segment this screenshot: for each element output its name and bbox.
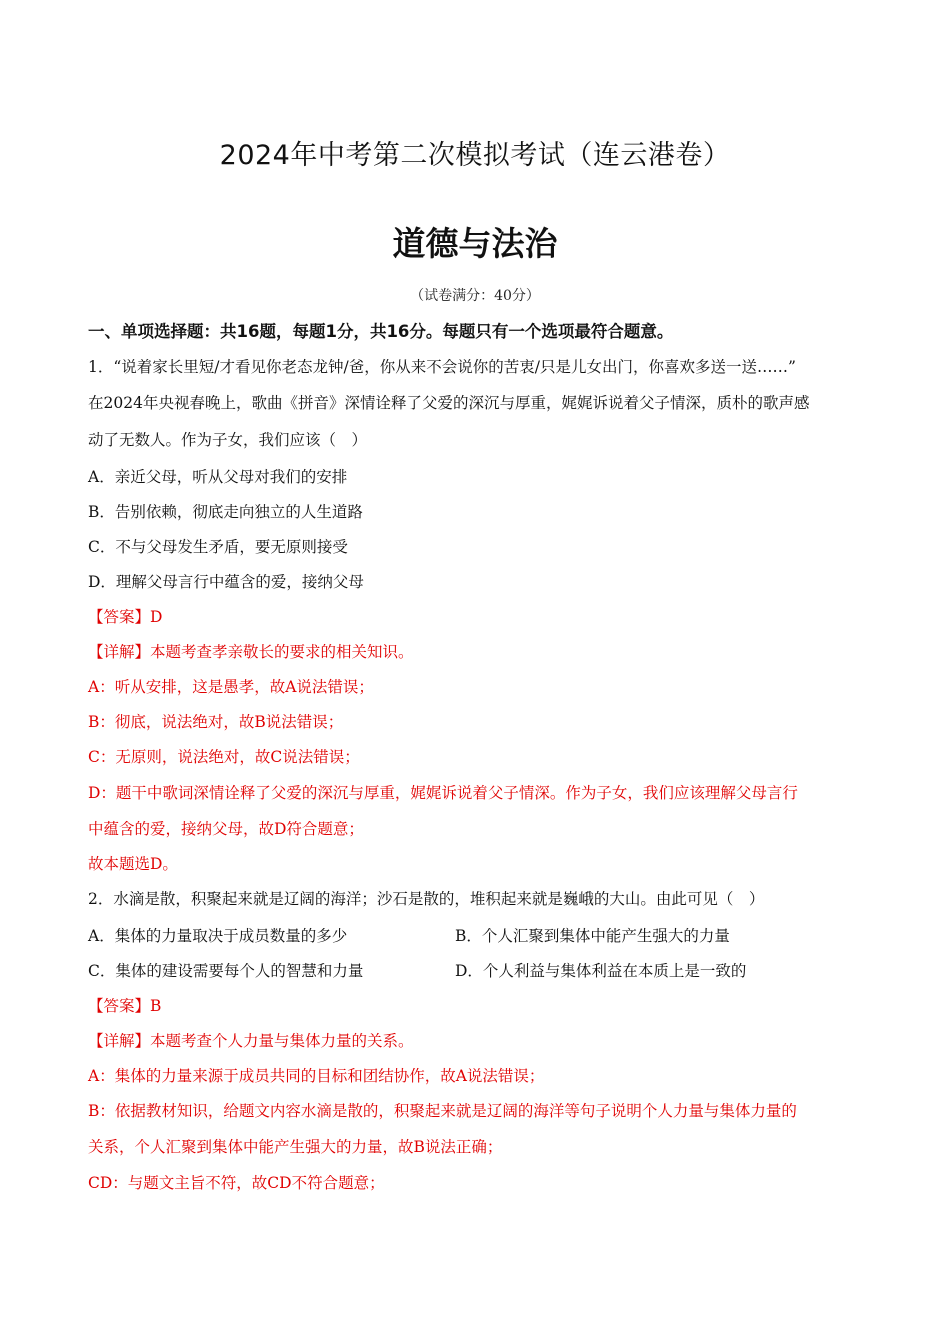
score-note: （试卷满分：40分） — [410, 288, 540, 304]
q2-answer: 【答案】B — [88, 997, 162, 1015]
q1-option-a: A．亲近父母，听从父母对我们的安排 — [88, 468, 348, 486]
q2-explanation-cd: CD：与题文主旨不符，故CD不符合题意； — [88, 1174, 385, 1192]
q2-option-c: C．集体的建设需要每个人的智慧和力量 — [88, 962, 364, 980]
section-heading: 一、单项选择题：共16题，每题1分，共16分。每题只有一个选项最符合题意。 — [88, 322, 674, 341]
q2-option-d: D．个人利益与集体利益在本质上是一致的 — [455, 962, 747, 980]
q2-stem: 2．水滴是散，积聚起来就是辽阔的海洋；沙石是散的，堆积起来就是巍峨的大山。由此可见（ ） — [88, 890, 765, 908]
exam-title: 2024年中考第二次模拟考试（连云港卷） — [219, 140, 731, 171]
q2-explanation-b-line2: 关系，个人汇聚到集体中能产生强大的力量，故B说法正确； — [88, 1138, 503, 1156]
q2-explanation-b-line1: B：依据教材知识，给题文内容水滴是散的，积聚起来就是辽阔的海洋等句子说明个人力量与集体力量的 — [88, 1102, 797, 1120]
q2-explanation-a: A：集体的力量来源于成员共同的目标和团结协作，故A说法错误； — [88, 1067, 545, 1085]
q1-explanation-d-line2: 中蕴含的爱，接纳父母，故D符合题意； — [88, 820, 364, 838]
q1-option-d: D．理解父母言行中蕴含的爱，接纳父母 — [88, 573, 364, 591]
q1-conclusion: 故本题选D。 — [88, 855, 178, 873]
q1-detail: 【详解】本题考查孝亲敬长的要求的相关知识。 — [88, 643, 414, 661]
q1-explanation-b: B：彻底，说法绝对，故B说法错误； — [88, 713, 344, 731]
q2-option-a: A．集体的力量取决于成员数量的多少 — [88, 927, 348, 945]
q1-stem-line1: 1．“说着家长里短/才看见你老态龙钟/爸，你从来不会说你的苦衷/只是儿女出门，你喜欢多送一送……” — [88, 358, 796, 376]
q1-stem-line2: 在2024年央视春晚上，歌曲《拼音》深情诠释了父爱的深沉与厚重，娓娓诉说着父子情深，质朴的歌声感 — [88, 394, 810, 412]
q1-explanation-d-line1: D：题干中歌词深情诠释了父爱的深沉与厚重，娓娓诉说着父子情深。作为子女，我们应该理解父母言行 — [88, 784, 798, 802]
subject-title: 道德与法治 — [392, 224, 558, 263]
q1-explanation-a: A：听从安排，这是愚孝，故A说法错误； — [88, 678, 374, 696]
q2-option-b: B．个人汇聚到集体中能产生强大的力量 — [455, 927, 730, 945]
q1-explanation-c: C：无原则，说法绝对，故C说法错误； — [88, 748, 360, 766]
q2-detail: 【详解】本题考查个人力量与集体力量的关系。 — [88, 1032, 414, 1050]
q1-stem-line3: 动了无数人。作为子女，我们应该（ ） — [88, 431, 368, 449]
q1-option-c: C．不与父母发生矛盾，要无原则接受 — [88, 538, 348, 556]
q1-option-b: B．告别依赖，彻底走向独立的人生道路 — [88, 503, 363, 521]
q1-answer: 【答案】D — [88, 608, 163, 626]
